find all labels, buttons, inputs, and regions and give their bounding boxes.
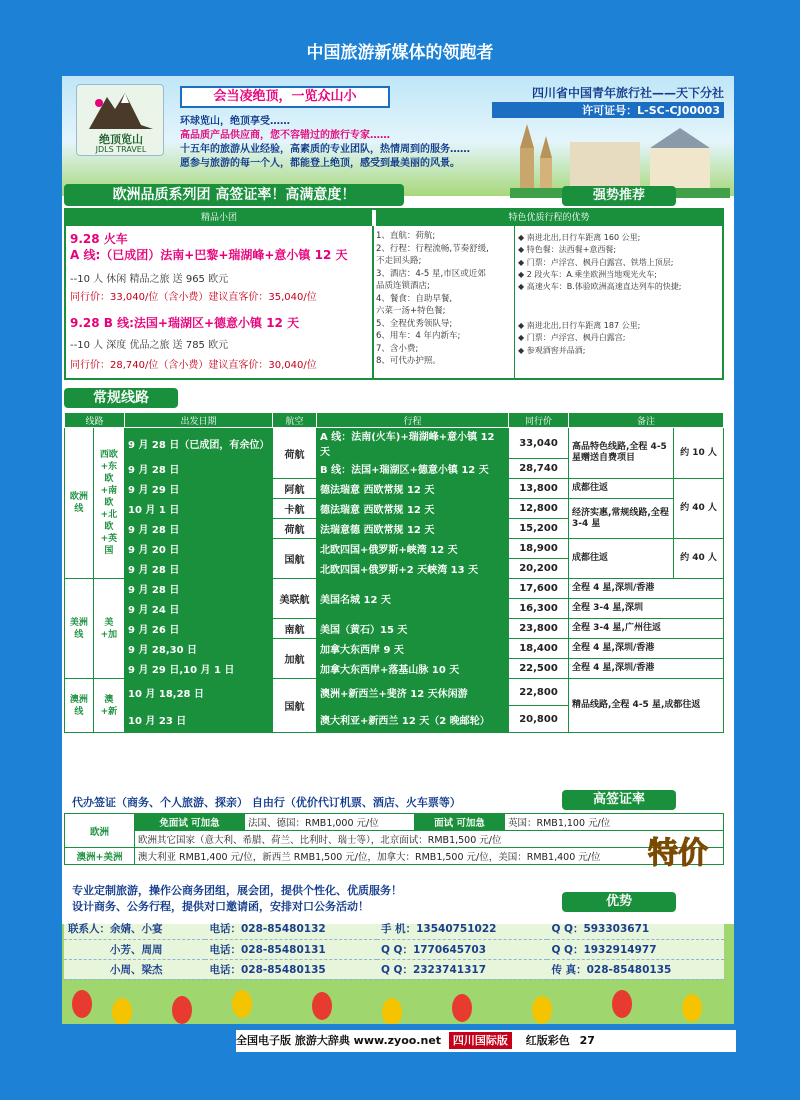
license-number: 许可证号：L-SC-CJ00003 (492, 102, 724, 118)
logo-text: 绝顶览山 (99, 133, 143, 146)
header-line: 愿参与旅游的每一个人，都能登上绝顶，感受到最美丽的风景。 (180, 158, 460, 169)
footer (236, 1030, 736, 1052)
header-line: 十五年的旅游从业经验，高素质的专业团队，热情周到的服务…… (180, 144, 470, 155)
tour-a-price: 同行价：33,040/位（含小费）建议直客价：35,040/位 (70, 292, 317, 303)
page-body (62, 76, 734, 1024)
tour-a-title: 9.28 火车 (70, 232, 128, 246)
table-row[interactable]: 9 月 28 日 荷航 法瑞意德 西欧常规 12 天 15,200 (65, 519, 724, 539)
phone-number[interactable]: 电话：028-85480132 (205, 919, 376, 939)
logo (76, 84, 164, 156)
phone-number[interactable]: 电话：028-85480135 (205, 959, 376, 979)
special-price-badge: 特价 (648, 836, 708, 871)
featured-box (64, 208, 724, 380)
advantage-list-b: ◆ 南进北出,日行车距离 187 公里; ◆ 门票：卢浮宫、枫丹白露宫; ◆ 参观酒窖并品酒; (518, 321, 641, 355)
phone-number[interactable]: 电话：028-85480131 (205, 939, 376, 959)
visa-table (64, 813, 724, 865)
slogan: 会当凌绝顶，一览众山小 (180, 86, 390, 108)
featured-right-header: 特色优质行程的优势 (376, 210, 722, 226)
table-row[interactable]: 9 月 29 日,10 月 1 日 加拿大东西岸+落基山脉 10 天 22,500 全程 4 星,深圳/香港 (65, 659, 724, 679)
tour-a-sub: --10 人 休闲 精品之旅 送 965 欧元 (70, 274, 229, 285)
custom-service-line: 设计商务、公务行程，提供对口邀请函，安排对口公务活动！ (72, 900, 369, 913)
feature-list: 1、直航：荷航; 2、行程：行程流畅,节奏舒缓, 不走回头路; 3、酒店：4-5 星,市区或近郊 品质连锁酒店; 4、餐食：自助早餐, 六菜一汤+特色餐; 5、全程优秀领队导; 6、用车：4 年内新车; 7、含小费; 8、可代办护照。 (376, 231, 489, 366)
table-row: 联系人：余婧、小宴 电话：028-85480132 手 机：13540751022 Q Q：593303671 (64, 919, 724, 939)
header (62, 76, 734, 203)
advantage-tab[interactable]: 优势 (562, 892, 676, 912)
advantage-list-a: ◆ 南进北出,日行车距离 160 公里; ◆ 特色餐：法西餐+意西餐; ◆ 门票：卢浮宫、枫丹白露宫、铁塔上顶层; ◆ 2 段火车：A.乘坐欧洲当地观光火车; ◆ 高速火车：B.体验欧洲高速直达列车的快捷; (518, 233, 682, 292)
custom-service-line: 专业定制旅游，操作公商务团组，展会团，提供个性化、优质服务！ (72, 884, 402, 897)
europe-series-tab[interactable]: 欧洲品质系列团 高签证率！高满意度！ (64, 184, 404, 206)
contact-table (64, 919, 724, 980)
tour-b-sub: --10 人 深度 优品之旅 送 785 欧元 (70, 340, 229, 351)
tour-b-price: 同行价：28,740/位（含小费）建议直客价：30,040/位 (70, 360, 317, 371)
table-row: 小芳、周周 电话：028-85480131 Q Q：1770645703 Q Q：1932914977 (64, 939, 724, 959)
table-row[interactable]: 9 月 20 日 国航 北欧四国+俄罗斯+峡湾 12 天 18,900 成都往返 约 40 人 (65, 539, 724, 559)
table-row: 欧洲其它国家（意大利、希腊、荷兰、比利时、瑞士等），北京面试：RMB1,500 元/位 (65, 831, 724, 848)
routes-table (64, 412, 724, 733)
table-row[interactable]: 9 月 28,30 日 加航 加拿大东西岸 9 天 18,400 全程 4 星,深圳/香港 (65, 639, 724, 659)
table-row[interactable]: 10 月 1 日 卡航 德法瑞意 西欧常规 12 天 12,800 经济实惠,常规线路,全程 3-4 星 (65, 499, 724, 519)
table-row[interactable]: 美洲线 美+加 9 月 28 日 美联航 美国名城 12 天 17,600 全程 4 星,深圳/香港 (65, 579, 724, 599)
header-line: 环球览山，绝顶享受…… (180, 116, 290, 127)
footer-text[interactable]: 全国电子版 旅游大辞典 www.zyoo.net (236, 1034, 442, 1047)
table-row: 欧洲 免面试 可加急 法国、德国：RMB1,000 元/位 面试 可加急 英国：RMB1,100 元/位 (65, 814, 724, 831)
mountain-icon (85, 89, 157, 131)
table-row[interactable]: 10 月 23 日 澳大利亚+新西兰 12 天（2 晚邮轮） 20,800 (65, 706, 724, 733)
recommend-tab[interactable]: 强势推荐 (562, 186, 676, 206)
agency-name: 四川省中国青年旅行社——天下分社 (531, 86, 724, 100)
tour-b-title[interactable]: 9.28 B 线:法国+瑞湖区+德意小镇 12 天 (70, 316, 300, 330)
high-visa-tab[interactable]: 高签证率 (562, 790, 676, 810)
header-line: 高品质产品供应商，您不容错过的旅行专家…… (180, 130, 390, 141)
table-row[interactable]: 9 月 26 日 南航 美国（黄石）15 天 23,800 全程 3-4 星,广州往返 (65, 619, 724, 639)
table-row[interactable]: 欧洲线 西欧+东欧+南欧+北欧+英国 9 月 28 日（已成团，有余位） 荷航 A 线：法南(火车)+瑞湖峰+意小镇 12 天 33,040 高品特色线路,全程 4-5 星赠送自费项目 约 10 人 (65, 428, 724, 459)
featured-left-header: 精品小团 (66, 210, 372, 226)
table-row[interactable]: 9 月 28 日 B 线：法国+瑞湖区+德意小镇 12 天 28,740 (65, 459, 724, 479)
regular-routes-tab[interactable]: 常规线路 (64, 388, 178, 408)
table-header-row: 线路 出发日期 航空 行程 同行价 备注 (65, 413, 724, 428)
table-row[interactable]: 澳洲线 澳+新 10 月 18,28 日 国航 澳洲+新西兰+斐济 12 天休闲游 22,800 精品线路,全程 4-5 星,成都往返 (65, 679, 724, 706)
color-label: 红版彩色 (525, 1034, 570, 1047)
visa-title: 代办签证（商务、个人旅游、探亲） 自由行（优价代订机票、酒店、火车票等） (72, 796, 461, 809)
edition-badge: 四川国际版 (449, 1032, 512, 1049)
logo-en-text: JDLS TRAVEL (95, 145, 147, 154)
table-row[interactable]: 9 月 24 日 16,300 全程 3-4 星,深圳 (65, 599, 724, 619)
table-row: 澳洲+美洲 澳大利亚 RMB1,400 元/位，新西兰 RMB1,500 元/位，加拿大：RMB1,500 元/位，美国：RMB1,400 元/位 (65, 848, 724, 865)
top-banner: 中国旅游新媒体的领跑者 (306, 43, 494, 63)
tour-a-route[interactable]: A 线:（已成团）法南+巴黎+瑞湖峰+意小镇 12 天 (70, 248, 348, 262)
table-row: 小周、梁杰 电话：028-85480135 Q Q：2323741317 传 真：028-85480135 (64, 959, 724, 979)
page-number: 27 (579, 1034, 595, 1047)
table-row[interactable]: 9 月 28 日 北欧四国+俄罗斯+2 天峡湾 13 天 20,200 (65, 559, 724, 579)
table-row[interactable]: 9 月 29 日 阿航 德法瑞意 西欧常规 12 天 13,800 成都往返 约 40 人 (65, 479, 724, 499)
